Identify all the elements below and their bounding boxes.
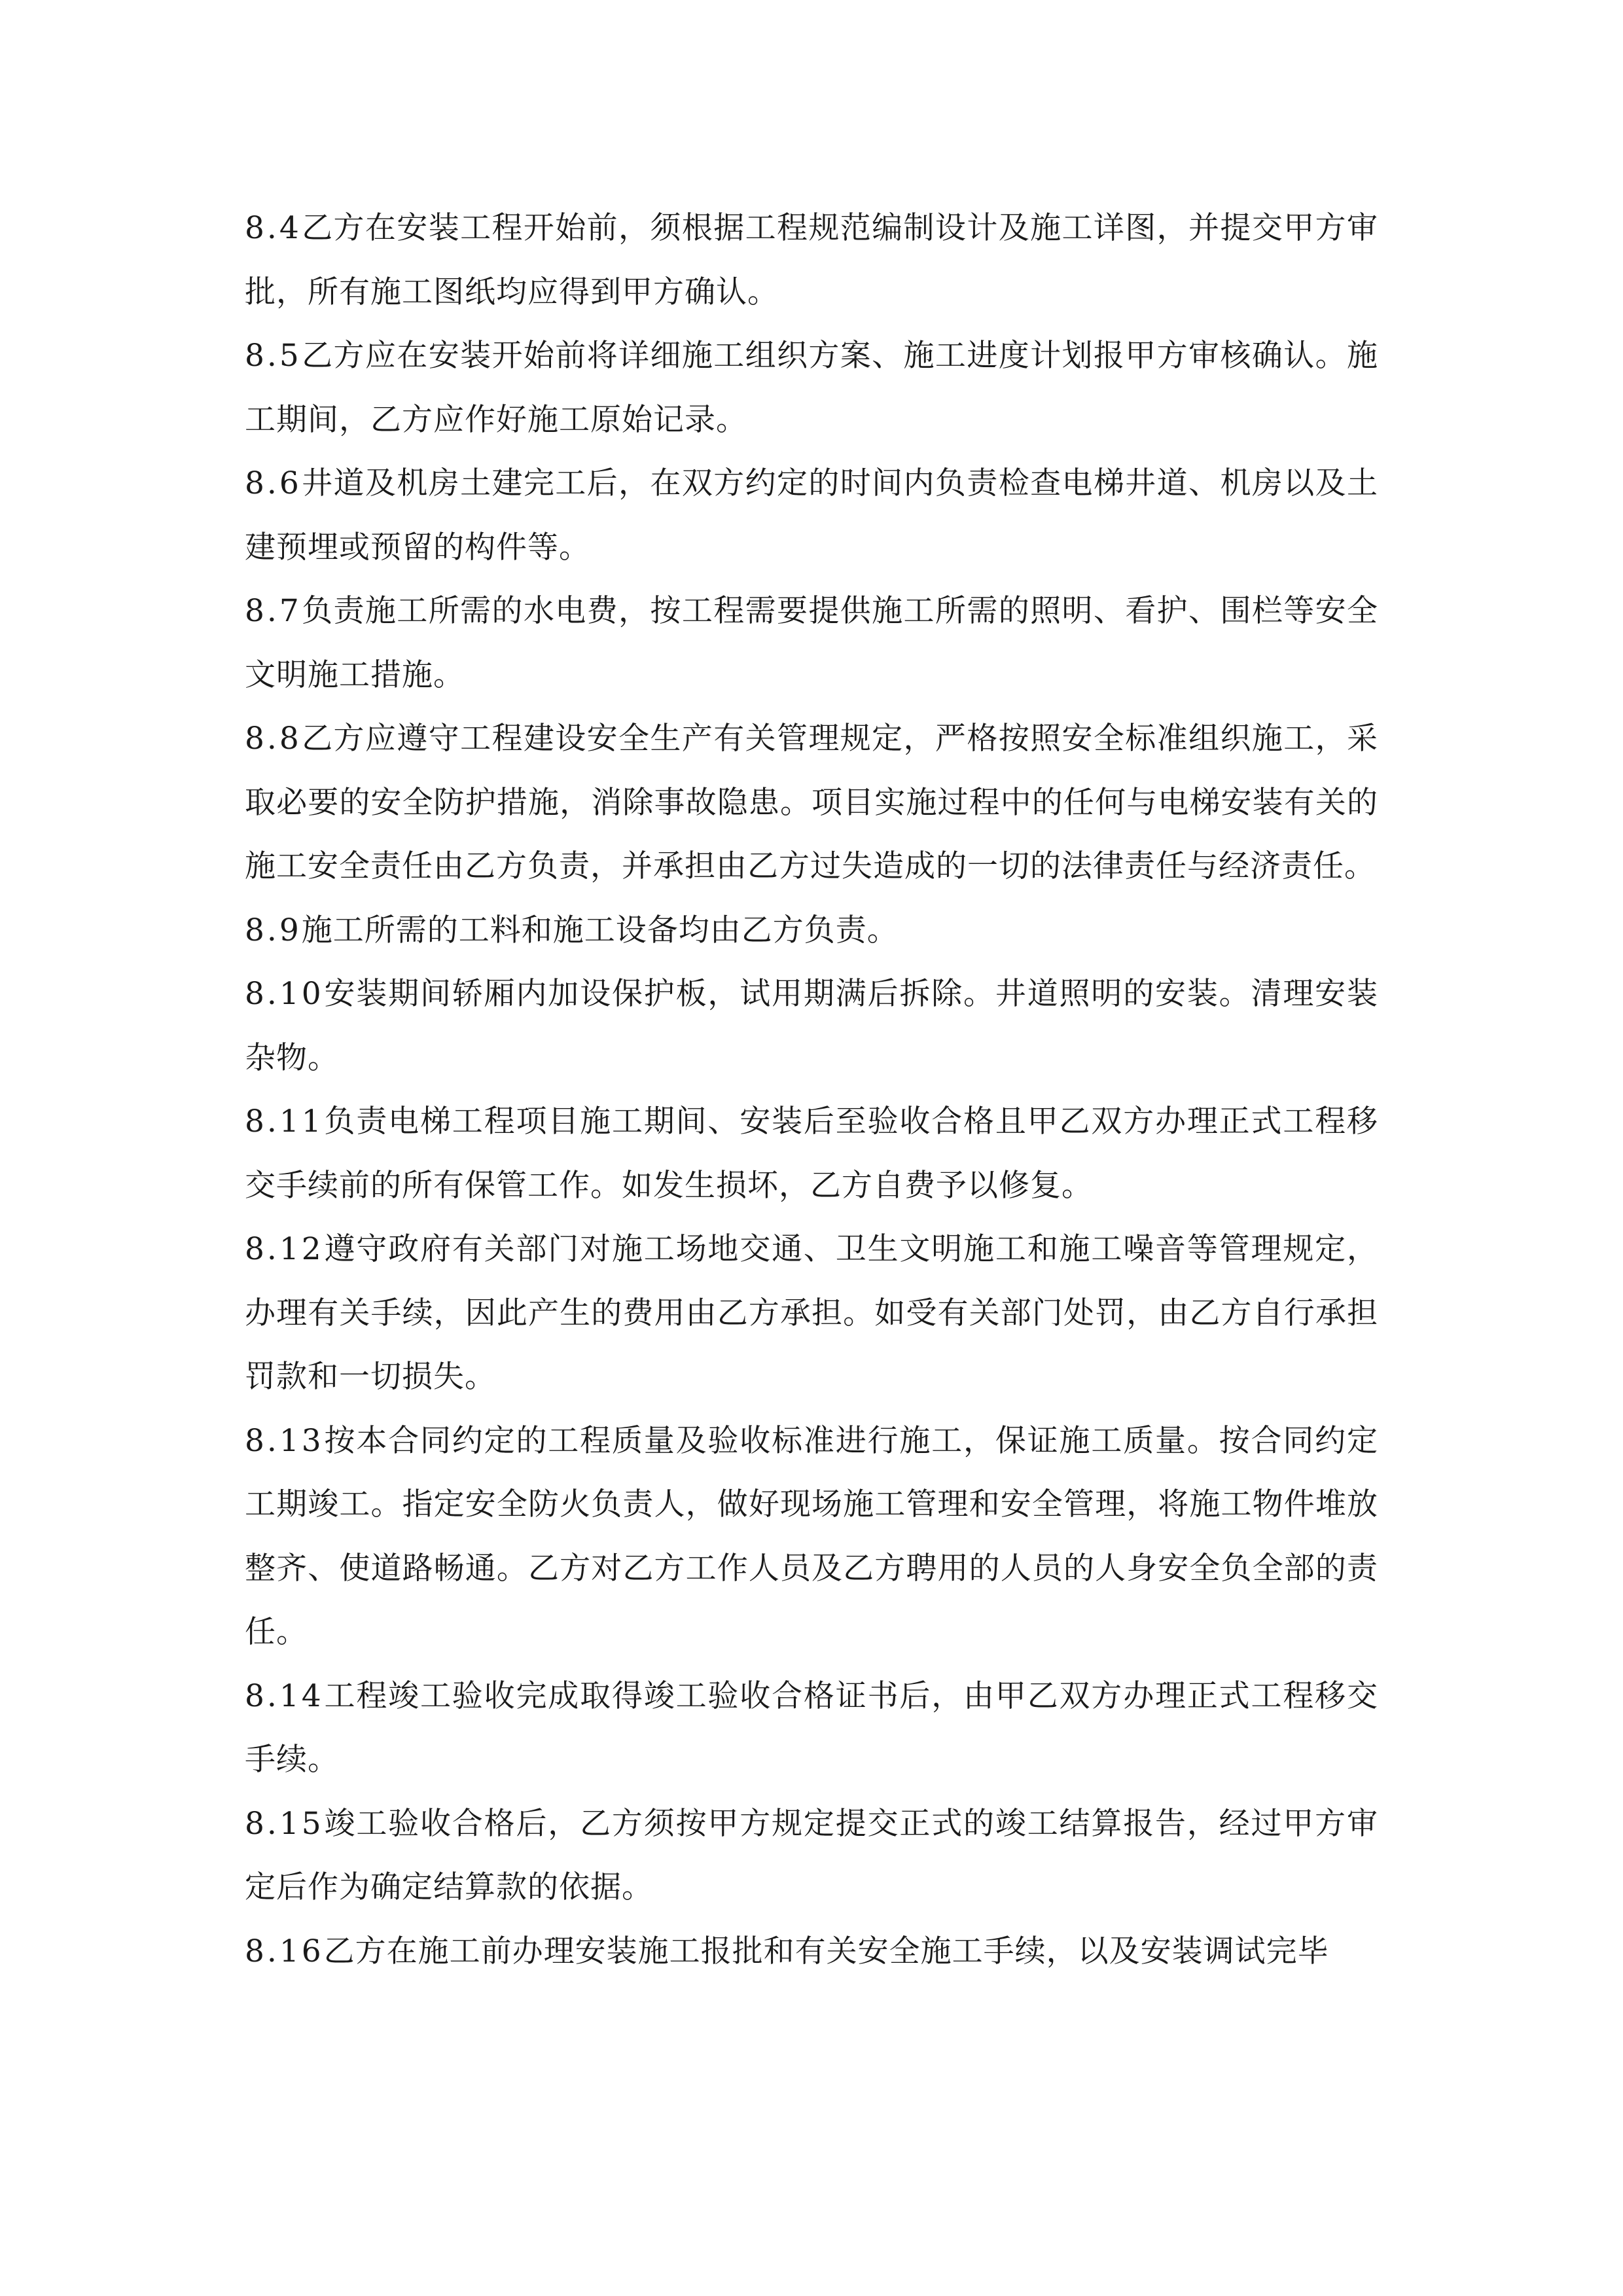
clause-number: 8.7 — [245, 593, 302, 629]
clause-8-7 — [245, 579, 1378, 707]
clause-8-16 — [245, 1920, 1378, 1984]
clause-number: 8.15 — [245, 1805, 324, 1842]
clause-text: 乙方在安装工程开始前，须根据工程规范编制设计及施工详图，并提交甲方审批，所有施工图纸均应得到甲方确认。 — [245, 210, 1378, 310]
clause-8-5 — [245, 324, 1378, 452]
clause-number: 8.11 — [245, 1103, 324, 1139]
clause-number: 8.13 — [245, 1422, 324, 1459]
clause-number: 8.12 — [245, 1231, 324, 1267]
clause-number: 8.16 — [245, 1933, 324, 1969]
clause-8-13 — [245, 1409, 1378, 1664]
clause-text: 按本合同约定的工程质量及验收标准进行施工，保证施工质量。按合同约定工期竣工。指定安全防火负责人，做好现场施工管理和安全管理，将施工物件堆放整齐、使道路畅通。乙方对乙方工作人员及乙方聘用的人员的人身安全负全部的责任。 — [245, 1422, 1378, 1650]
clause-8-6 — [245, 452, 1378, 579]
clause-text: 施工所需的工料和施工设备均由乙方负责。 — [301, 912, 899, 948]
clause-8-14 — [245, 1664, 1378, 1792]
clause-text: 工程竣工验收完成取得竣工验收合格证书后，由甲乙双方办理正式工程移交手续。 — [245, 1677, 1378, 1778]
clause-text: 负责施工所需的水电费，按工程需要提供施工所需的照明、看护、围栏等安全文明施工措施。 — [245, 593, 1378, 693]
clause-text: 安装期间轿厢内加设保护板，试用期满后拆除。井道照明的安装。清理安装杂物。 — [245, 976, 1378, 1076]
clause-text: 负责电梯工程项目施工期间、安装后至验收合格且甲乙双方办理正式工程移交手续前的所有保管工作。如发生损坏，乙方自费予以修复。 — [245, 1103, 1378, 1204]
clause-text: 乙方在施工前办理安装施工报批和有关安全施工手续，以及安装调试完毕 — [323, 1933, 1329, 1969]
clause-number: 8.5 — [245, 338, 302, 374]
clause-8-10 — [245, 962, 1378, 1090]
clause-number: 8.14 — [245, 1677, 324, 1714]
clause-number: 8.10 — [245, 976, 324, 1012]
clause-number: 8.9 — [245, 912, 302, 948]
clause-8-15 — [245, 1792, 1378, 1920]
clause-text: 乙方应在安装开始前将详细施工组织方案、施工进度计划报甲方审核确认。施工期间，乙方应作好施工原始记录。 — [245, 338, 1378, 438]
document-body — [245, 196, 1378, 1983]
clause-8-4 — [245, 196, 1378, 324]
clause-8-12 — [245, 1217, 1378, 1409]
clause-number: 8.8 — [245, 721, 302, 757]
clause-text: 竣工验收合格后，乙方须按甲方规定提交正式的竣工结算报告，经过甲方审定后作为确定结算款的依据。 — [245, 1805, 1378, 1905]
clause-text: 乙方应遵守工程建设安全生产有关管理规定，严格按照安全标准组织施工，采取必要的安全防护措施，消除事故隐患。项目实施过程中的任何与电梯安装有关的施工安全责任由乙方负责，并承担由乙方过失造成的一切的法律责任与经济责任。 — [245, 721, 1378, 884]
clause-8-8 — [245, 707, 1378, 899]
clause-text: 井道及机房土建完工后，在双方约定的时间内负责检查电梯井道、机房以及土建预埋或预留的构件等。 — [245, 465, 1378, 565]
clause-8-11 — [245, 1090, 1378, 1217]
clause-text: 遵守政府有关部门对施工场地交通、卫生文明施工和施工噪音等管理规定，办理有关手续，因此产生的费用由乙方承担。如受有关部门处罚，由乙方自行承担罚款和一切损失。 — [245, 1231, 1378, 1395]
clause-number: 8.4 — [245, 210, 302, 246]
clause-number: 8.6 — [245, 465, 302, 501]
clause-8-9 — [245, 899, 1378, 963]
